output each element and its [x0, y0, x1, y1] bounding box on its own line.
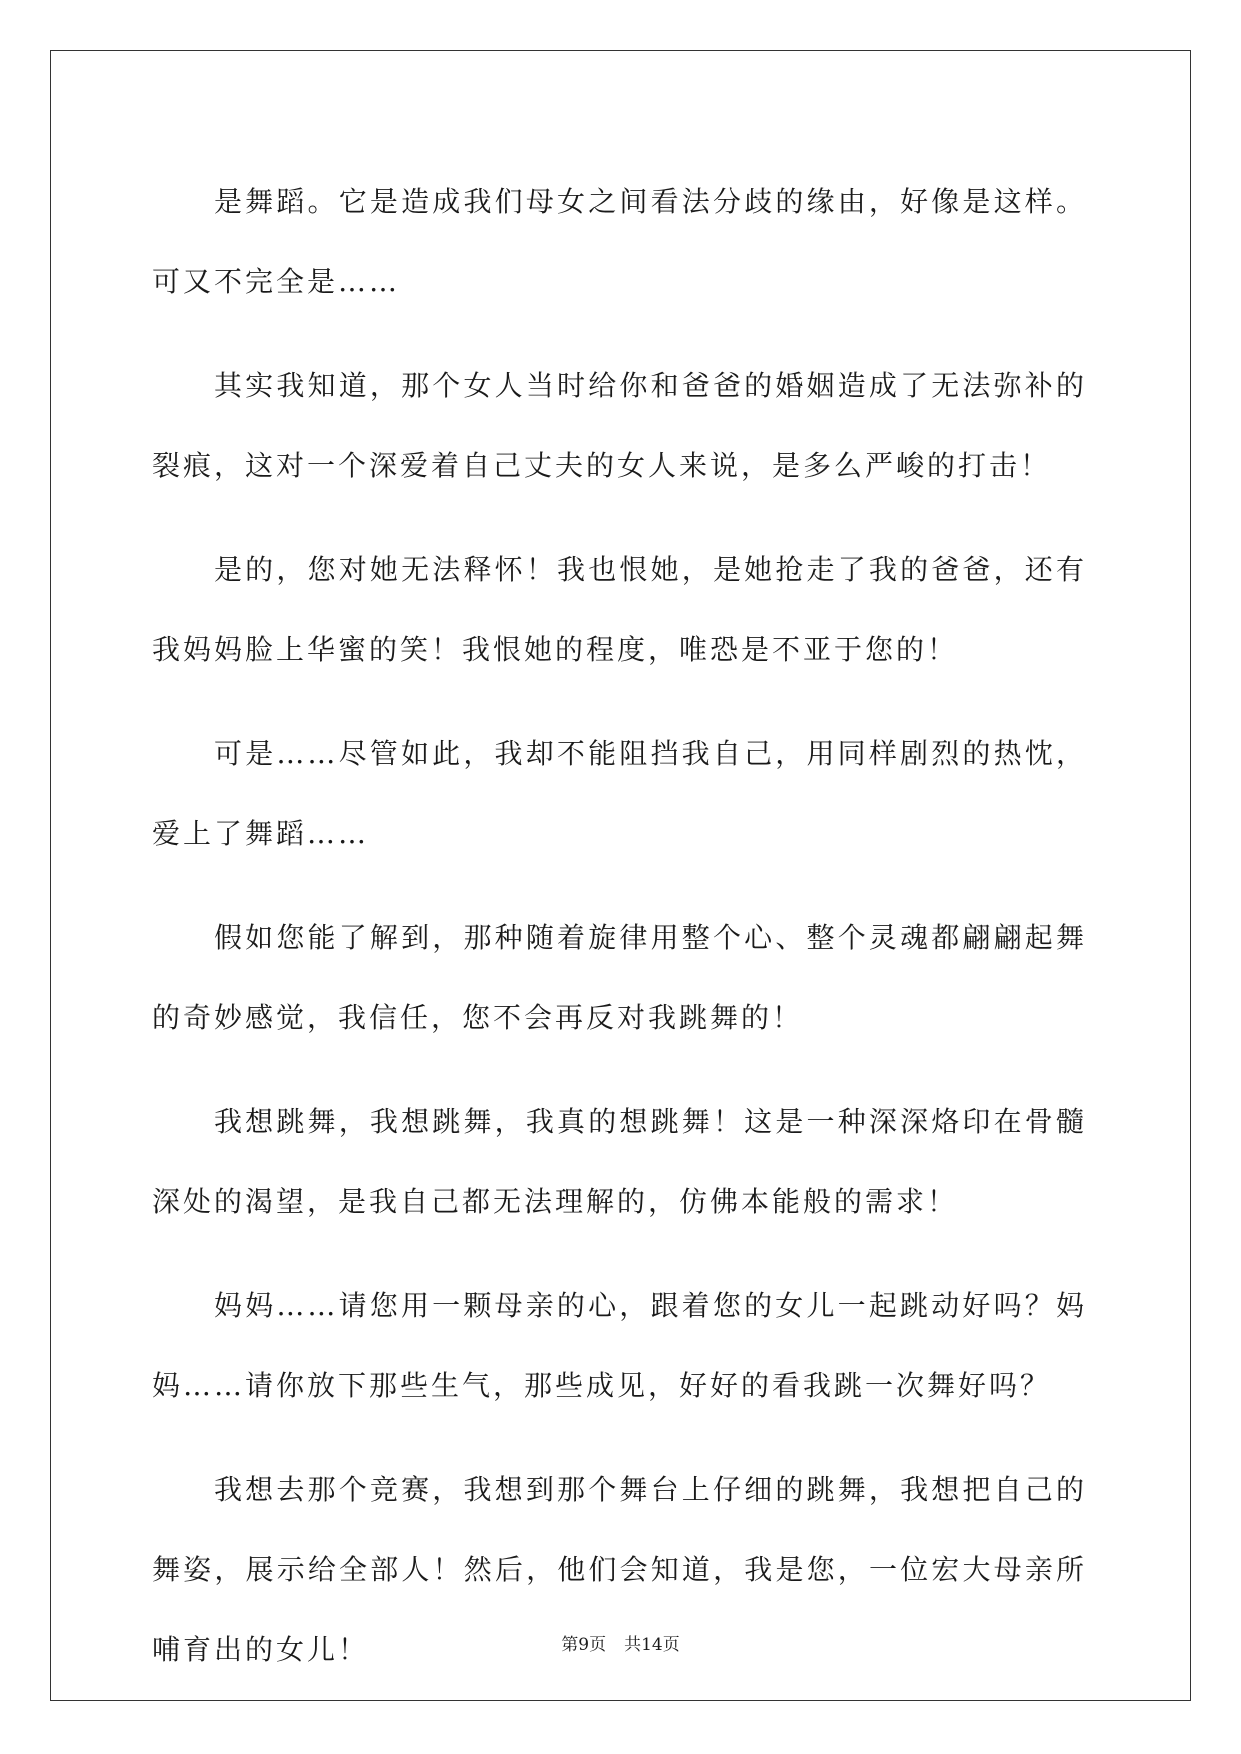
page-number: 第9页 — [561, 1635, 607, 1655]
paragraph: 是的，您对她无法释怀！我也恨她，是她抢走了我的爸爸，还有我妈妈脸上华蜜的笑！我恨她的程度，唯恐是不亚于您的！ — [152, 553, 1087, 666]
page-total: 共14页 — [624, 1635, 680, 1655]
paragraph: 可是……尽管如此，我却不能阻挡我自己，用同样剧烈的热忱，爱上了舞蹈…… — [152, 737, 1087, 850]
paragraph: 是舞蹈。它是造成我们母女之间看法分歧的缘由，好像是这样。可又不完全是…… — [152, 185, 1087, 298]
paragraph: 我想跳舞，我想跳舞，我真的想跳舞！这是一种深深烙印在骨髓深处的渴望，是我自己都无法理解的，仿佛本能般的需求！ — [152, 1105, 1087, 1218]
document-body — [152, 162, 1087, 1714]
paragraph: 我想去那个竞赛，我想到那个舞台上仔细的跳舞，我想把自己的舞姿，展示给全部人！然后，他们会知道，我是您，一位宏大母亲所哺育出的女儿！ — [152, 1473, 1087, 1666]
paragraph: 其实我知道，那个女人当时给你和爸爸的婚姻造成了无法弥补的裂痕，这对一个深爱着自己丈夫的女人来说，是多么严峻的打击！ — [152, 369, 1087, 482]
paragraph: 妈妈……请您用一颗母亲的心，跟着您的女儿一起跳动好吗？妈妈……请你放下那些生气，那些成见，好好的看我跳一次舞好吗？ — [152, 1289, 1087, 1402]
paragraph: 假如您能了解到，那种随着旋律用整个心、整个灵魂都翩翩起舞的奇妙感觉，我信任，您不会再反对我跳舞的！ — [152, 921, 1087, 1034]
page-footer — [0, 1630, 1241, 1655]
